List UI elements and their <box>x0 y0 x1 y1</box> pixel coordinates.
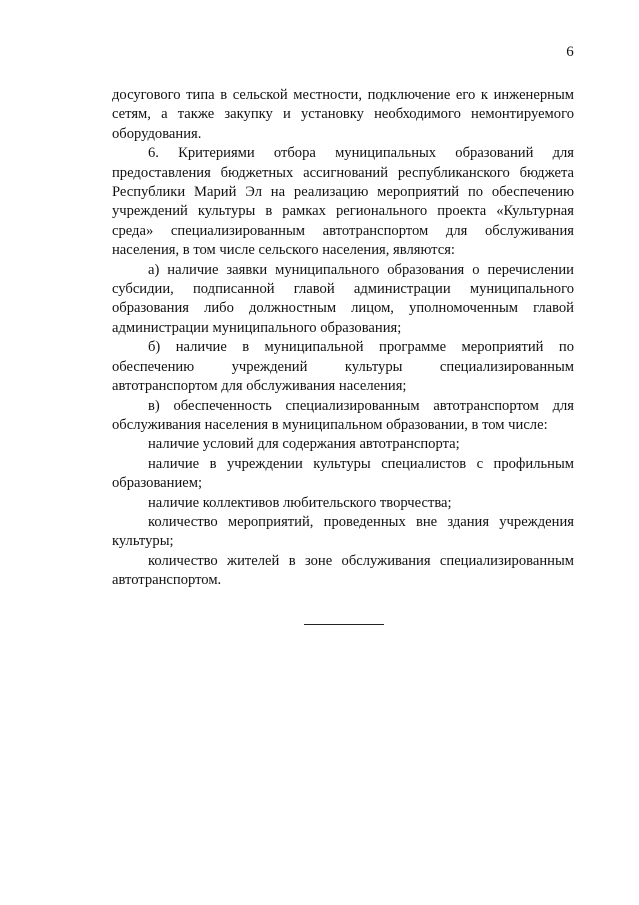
paragraph-item-v: в) обеспеченность специализированным автотранспортом для обслуживания населения в муниципальном образовании, в том числе: <box>112 397 574 433</box>
end-separator-line <box>304 624 384 625</box>
paragraph-subitem-residents: количество жителей в зоне обслуживания специализированным автотранспортом. <box>112 552 574 589</box>
paragraph-subitem-storage: наличие условий для содержания автотранспорта; <box>148 436 460 453</box>
paragraph-item-a: а) наличие заявки муниципального образования о перечислении субсидии, подписанной главой администрации муниципального образования либо должностным лицом, уполномоченным главой администрации муниципального образования; <box>112 261 574 336</box>
paragraph-continuation: досугового типа в сельской местности, подключение его к инженерным сетям, а также закупку и установку необходимого немонтируемого оборудования. <box>112 87 574 142</box>
page-number: 6 <box>566 44 574 60</box>
paragraph-criteria-intro: 6. Критериями отбора муниципальных образований для предоставления бюджетных ассигнований республиканского бюджета Республики Марий Эл на реализацию мероприятий по обеспечению учреждений культуры в рамках регионального проекта «Культурная среда» специализированным автотранспортом для обслуживания населения, в том числе сельского населения, являются: <box>112 145 574 259</box>
paragraph-item-b: б) наличие в муниципальной программе мероприятий по обеспечению учреждений культуры специализированным автотранспортом для обслуживания населения; <box>112 339 574 395</box>
document-body <box>112 86 574 591</box>
paragraph-subitem-collectives: наличие коллективов любительского творчества; <box>148 494 452 511</box>
paragraph-subitem-events: количество мероприятий, проведенных вне здания учреждения культуры; <box>112 513 574 550</box>
paragraph-subitem-specialists: наличие в учреждении культуры специалистов с профильным образованием; <box>112 455 574 492</box>
